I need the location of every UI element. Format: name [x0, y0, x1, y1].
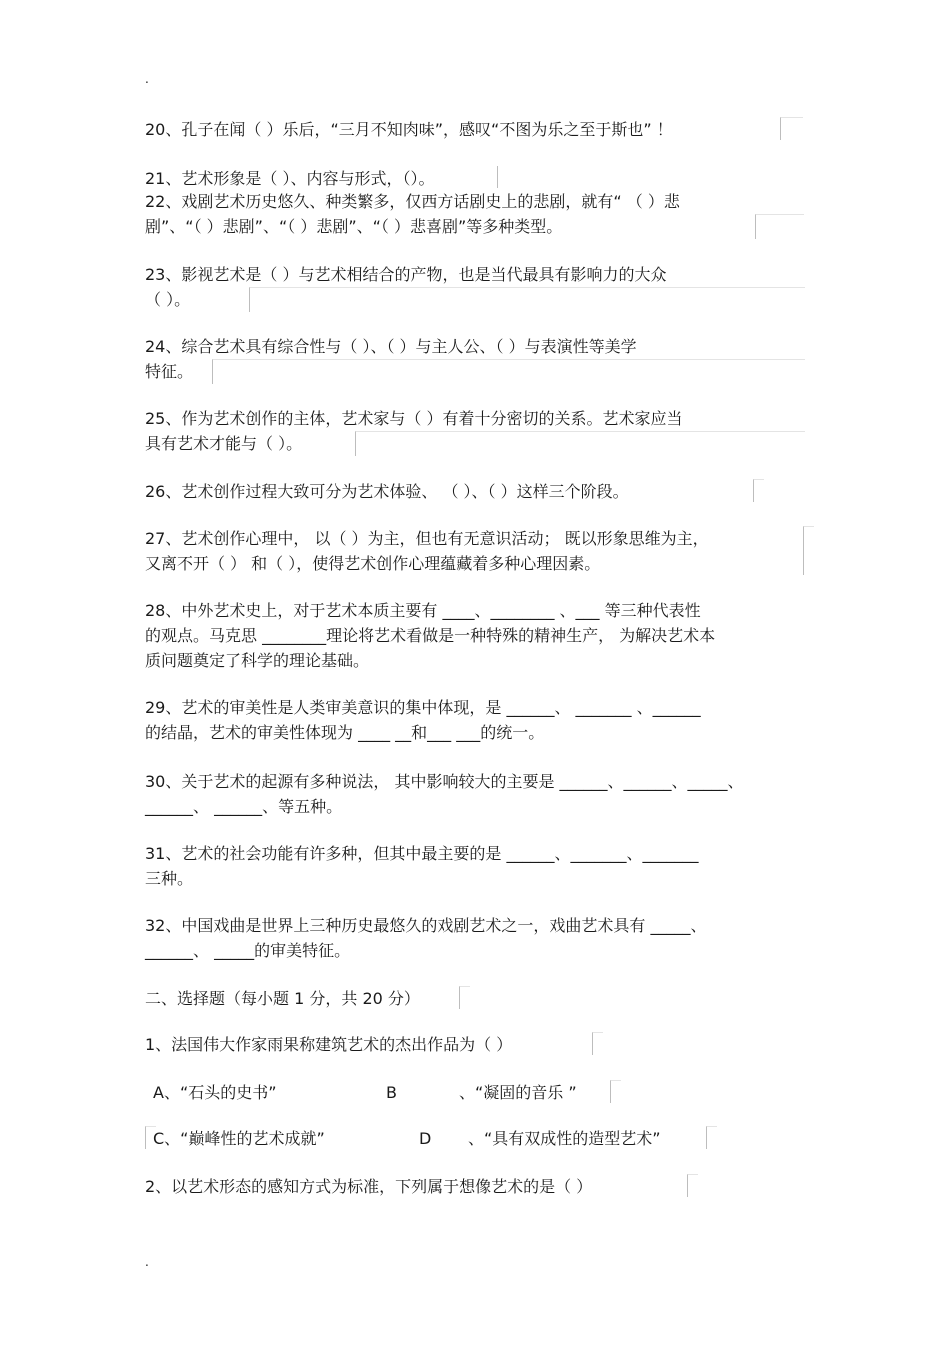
question-line: 22、戏剧艺术历史悠久、种类繁多，仅西方话剧史上的悲剧，就有“ （ ）悲: [145, 192, 680, 211]
option-b-content: [459, 1080, 577, 1105]
question-27: [145, 526, 709, 576]
option-d: [419, 1126, 431, 1151]
question-line: 23、影视艺术是（ ）与艺术相结合的产物，也是当代最具有影响力的大众: [145, 265, 667, 284]
question-line: ______、 ______、等五种。: [145, 797, 343, 816]
option-c: [153, 1126, 325, 1151]
question-21: [145, 166, 434, 191]
question-line: 32、中国戏曲是世界上三种历史最悠久的戏剧艺术之一，戏曲艺术具有 _____、: [145, 916, 707, 935]
question-line: 的结晶，艺术的审美性体现为 ____ __和___ ___的统一。: [145, 723, 545, 742]
option-d-text: 、“具有双成性的造型艺术”: [468, 1129, 661, 1148]
section-2-heading: 二、选择题（每小题 1 分，共 20 分）: [145, 989, 420, 1008]
question-22: [145, 189, 680, 239]
option-b-letter: B: [386, 1083, 397, 1102]
question-32: [145, 913, 706, 963]
option-c-text: 、“巅峰性的艺术成就”: [164, 1129, 325, 1148]
option-b: [386, 1080, 397, 1105]
question-line: 21、艺术形象是（ ）、内容与形式，（）。: [145, 169, 435, 188]
question-line: 30、关于艺术的起源有多种说法， 其中影响较大的主要是 ______、______、_____、: [145, 772, 744, 791]
question-line: 三种。: [145, 869, 194, 888]
question-line: 28、中外艺术史上，对于艺术本质主要有 ____、________ 、___ 等三种代表性: [145, 601, 701, 620]
page-top-dot: .: [145, 72, 149, 86]
option-c-letter: C: [153, 1129, 165, 1148]
question-line: 24、综合艺术具有综合性与（ ）、（ ）与主人公、（ ）与表演性等美学: [145, 337, 637, 356]
question-line: 25、作为艺术创作的主体，艺术家与（ ）有着十分密切的关系。艺术家应当: [145, 409, 683, 428]
question-line: 具有艺术才能与（ ）。: [145, 434, 303, 453]
question-line: ______、 _____的审美特征。: [145, 941, 351, 960]
question-line: 27、艺术创作心理中， 以（ ）为主，但也有无意识活动； 既以形象思维为主，: [145, 529, 709, 548]
option-a-letter: A: [153, 1083, 164, 1102]
question-line: （ ）。: [145, 290, 191, 309]
option-a-text: 、“石头的史书”: [163, 1083, 277, 1102]
question-line: 26、艺术创作过程大致可分为艺术体验、 （ ）、（ ）这样三个阶段。: [145, 482, 629, 501]
question-30: [145, 769, 744, 819]
page-bottom-dot: .: [145, 1255, 149, 1269]
question-line: 的观点。马克思 ________理论将艺术看做是一种特殊的精神生产， 为解决艺术本: [145, 626, 716, 645]
question-line: 又离不开（ ） 和（ ），使得艺术创作心理蕴藏着多种心理因素。: [145, 554, 601, 573]
question-line: 31、艺术的社会功能有许多种，但其中最主要的是 ______、_______、_______: [145, 844, 699, 863]
option-d-content: [468, 1126, 661, 1151]
question-20: [145, 117, 673, 142]
question-26: [145, 479, 629, 504]
option-b-text: 、“凝固的音乐 ”: [459, 1083, 577, 1102]
option-d-letter: D: [419, 1129, 432, 1148]
question-line: 质问题奠定了科学的理论基础。: [145, 651, 370, 670]
question-29: [145, 695, 701, 745]
choice-question-2: 2、以艺术形态的感知方式为标准，下列属于想像艺术的是（ ）: [145, 1177, 593, 1196]
question-line: 29、艺术的审美性是人类审美意识的集中体现，是 ______、 _______ 、______: [145, 698, 701, 717]
question-31: [145, 841, 698, 891]
question-line: 剧”、“（ ）悲剧”、“（ ）悲剧”、“（ ）悲喜剧”等多种类型。: [145, 217, 563, 236]
option-a: [153, 1080, 277, 1105]
choice-question-1: 1、法国伟大作家雨果称建筑艺术的杰出作品为（ ）: [145, 1035, 513, 1054]
question-28: [145, 598, 715, 673]
question-line: 特征。: [145, 362, 194, 381]
question-line: 20、孔子在闻（ ）乐后，“三月不知肉味”，感叹“不图为乐之至于斯也” ！: [145, 120, 673, 139]
